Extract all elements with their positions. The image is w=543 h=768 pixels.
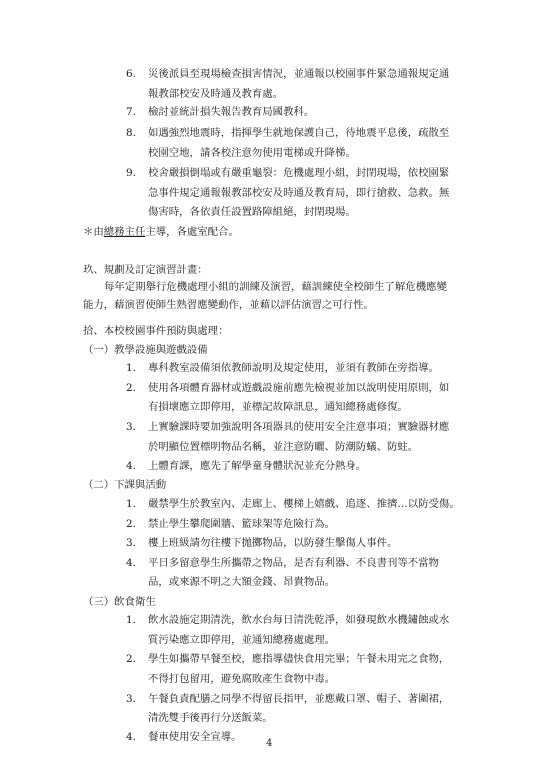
list-text: 嚴禁學生於教室內、走廊上、樓梯上嬉戲、追逐、推擠…以防受傷。	[148, 498, 460, 510]
list-text: 禁止學生攀爬圍牆、籃球架等危險行為。	[148, 518, 336, 530]
list-number: 1.	[126, 362, 136, 374]
list-number: 4.	[126, 557, 136, 569]
list-number: 2.	[126, 653, 136, 665]
list-number: 9.	[126, 167, 136, 179]
list-number: 8.	[126, 127, 136, 139]
list-text: 急事件規定通報報教部校安及時通及教育局，即行搶救、急救。無	[148, 187, 450, 199]
list-text: 餐車使用安全宣導。	[148, 731, 242, 743]
list-text: 質污染應立即停用，並通知總務處處理。	[148, 634, 336, 646]
section-heading: 玖、規劃及訂定演習計畫：	[83, 264, 208, 276]
list-number: 3.	[126, 537, 136, 549]
paragraph-line: 能力，藉演習使師生熟習應變動作，並藉以評估演習之可行性。	[83, 299, 374, 311]
list-text: 傷害時，各依責任設置路障組絕，封閉現場。	[148, 206, 356, 218]
list-text: 樓上班級請勿往樓下拋擲物品，以防發生擊傷人事件。	[148, 537, 398, 549]
list-text: 災後派員至現場檢查損害情況，並通報以校園事件緊急通報規定通	[148, 68, 450, 80]
list-text: 上體育課，應先了解學童身體狀況並充分熱身。	[148, 460, 367, 472]
list-text: 報教部校安及時通及教育處。	[148, 88, 284, 100]
list-text: 飲水設施定期清洗，飲水台每日清洗乾淨，如發現飲水機鏽蝕或水	[148, 614, 450, 626]
list-text: 清洗雙手後再行分送飯菜。	[148, 712, 273, 724]
section-heading: 拾、本校校園事件預防與處理：	[83, 325, 229, 337]
list-text: 不得打包留用，避免腐敗產生食物中毒。	[148, 673, 336, 685]
group-title: （一）教學設施與遊戲設備	[83, 344, 208, 356]
list-text: 如遇強烈地震時，指揮學生就地保護自己，待地震平息後，疏散至	[148, 127, 450, 139]
list-number: 3.	[126, 693, 136, 705]
list-text: 校舍嚴損倒塌或有嚴重龜裂：危機處理小組，封閉現場，依校園緊	[148, 167, 450, 179]
list-text: 有損壞應立即停用，並標記故障訊息，通知總務處修復。	[148, 401, 408, 413]
list-number: 3.	[126, 421, 136, 433]
paragraph-line: 每年定期舉行危機處理小組的訓練及演習，藉訓練使全校師生了解危機應變	[104, 281, 447, 293]
list-number: 4.	[126, 731, 136, 743]
note-underlined: 總務主任	[103, 226, 146, 238]
list-text: 校園空地，請各校注意勿使用電梯或升降梯。	[148, 147, 356, 159]
list-number: 1.	[126, 614, 136, 626]
list-text: 上實驗課時要加強說明各項器具的使用安全注意事項；實驗器材應	[148, 421, 450, 433]
list-text: 平日多留意學生所攜帶之物品，是否有利器、不良書刊等不當物	[148, 557, 439, 569]
group-title: （二）下課與活動	[83, 479, 167, 491]
note-prefix: ＊由	[83, 226, 104, 238]
list-text: 學生如攜帶早餐至校，應指導儘快食用完畢；午餐未用完之食物，	[148, 653, 450, 665]
list-number: 6.	[126, 68, 136, 80]
note-line	[83, 225, 239, 239]
list-text: 於明顯位置標明物品名稱，並注意防曬、防潮防蟻、防蛀。	[148, 441, 419, 453]
list-number: 2.	[126, 382, 136, 394]
list-text: 專科教室設備須依教師說明及規定使用，並須有教師在旁指導。	[148, 362, 439, 374]
list-text: 使用各項體育器材或遊戲設施前應先檢視並加以說明使用原則，如	[148, 382, 450, 394]
list-number: 7.	[126, 106, 136, 118]
list-text: 品，或來源不明之大額金錢、昂貴物品。	[148, 576, 336, 588]
page-number: 4	[266, 738, 273, 749]
list-text: 檢討並統計損失報告教育局國教科。	[148, 106, 315, 118]
list-number: 2.	[126, 518, 136, 530]
group-title: （三）飲食衛生	[83, 596, 156, 608]
list-number: 1.	[126, 498, 136, 510]
list-number: 4.	[126, 460, 136, 472]
note-suffix: 主導，各處室配合。	[145, 226, 239, 238]
list-text: 午餐負責配膳之同學不得留長指甲，並應戴口罩、帽子、著圍裙，	[148, 693, 450, 705]
